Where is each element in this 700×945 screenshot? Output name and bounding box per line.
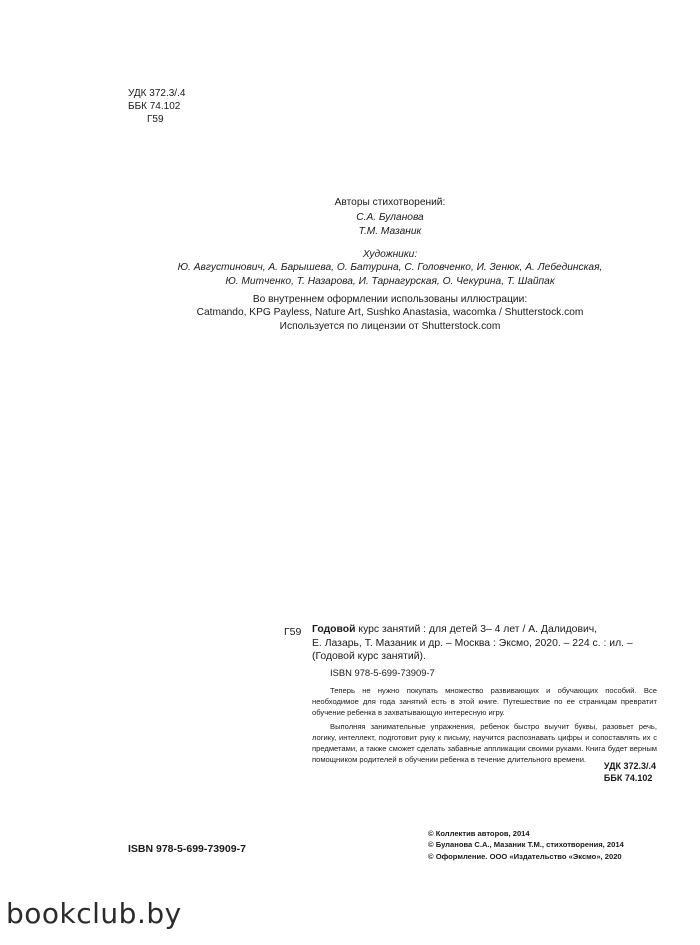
artists-section	[120, 248, 660, 288]
artists-line: Ю. Августинович, А. Барышева, О. Батурина, С. Головченко, И. Зенюк, А. Лебединская,	[177, 262, 603, 274]
author-code: Г59	[147, 114, 164, 125]
watermark-logo: bookclub.by	[6, 897, 182, 930]
udk-block	[128, 87, 185, 126]
annotation-paragraph: Теперь не нужно покупать множество развивающих и обучающих пособий. Все необходимое для года занятий есть в этой книге. Путешествие по ее страницам превратит обучение ребенка в захватывающую интересную игру.	[312, 686, 657, 718]
card-line-1	[312, 623, 657, 637]
bbk-line: ББК 74.102	[128, 101, 181, 112]
card-line-2: Е. Лазарь, Т. Мазаник и др. – Москва : Эксмо, 2020. – 224 с. : ил. –	[312, 637, 633, 649]
author-name: Т.М. Мазаник	[358, 225, 422, 237]
card-author-code: Г59	[284, 626, 302, 638]
copyright-line: © Буланова С.А., Мазаник Т.М., стихотворения, 2014	[428, 840, 624, 850]
illustrations-line: Catmando, KPG Payless, Nature Art, Sushko Anastasia, wacomka / Shutterstock.com	[196, 307, 584, 319]
copyrights	[428, 828, 624, 862]
artists-heading: Художники:	[362, 249, 418, 260]
illustrations-line: Во внутреннем оформлении использованы иллюстрации:	[252, 294, 528, 305]
annotation	[312, 685, 657, 765]
artists-line: Ю. Митченко, Т. Назарова, И. Тарнагурская, О. Чекурина, Т. Шайпак	[225, 275, 555, 287]
card-classification	[604, 760, 656, 784]
authors-section	[120, 196, 660, 238]
udk-line: УДК 372.3/.4	[128, 88, 186, 99]
copyright-line: © Коллектив авторов, 2014	[428, 829, 530, 838]
illustrations-section	[120, 293, 660, 333]
authors-heading: Авторы стихотворений:	[334, 197, 446, 208]
card-line-3: (Годовой курс занятий).	[312, 651, 426, 663]
card-isbn: ISBN 978-5-699-73909-7	[330, 667, 435, 678]
annotation-paragraph: Выполняя занимательные упражнения, ребенок быстро выучит буквы, разовьет речь, логику, интеллект, подготовит руку к письму, научится распознавать цифры и сопоставлять их с предметами, а также сможет сделать забавные аппликации своими руками. Книга будет верным помощником родителей в обучении ребенка в течение длительного времени.	[312, 721, 657, 765]
author-name: С.А. Буланова	[356, 212, 424, 224]
catalog-card	[312, 623, 657, 664]
card-bbk-line: ББК 74.102	[603, 773, 653, 783]
illustrations-line: Используется по лицензии от Shutterstock.com	[279, 320, 501, 332]
card-udk-line: УДК 372.3/.4	[603, 761, 656, 771]
isbn-bottom: ISBN 978-5-699-73909-7	[128, 843, 246, 855]
copyright-line: © Оформление. ООО «Издательство «Эксмо», 2020	[428, 851, 622, 861]
card-title: Годовой	[312, 624, 356, 635]
card-title-rest: курс занятий : для детей 3– 4 лет / А. Далидович,	[355, 624, 598, 635]
